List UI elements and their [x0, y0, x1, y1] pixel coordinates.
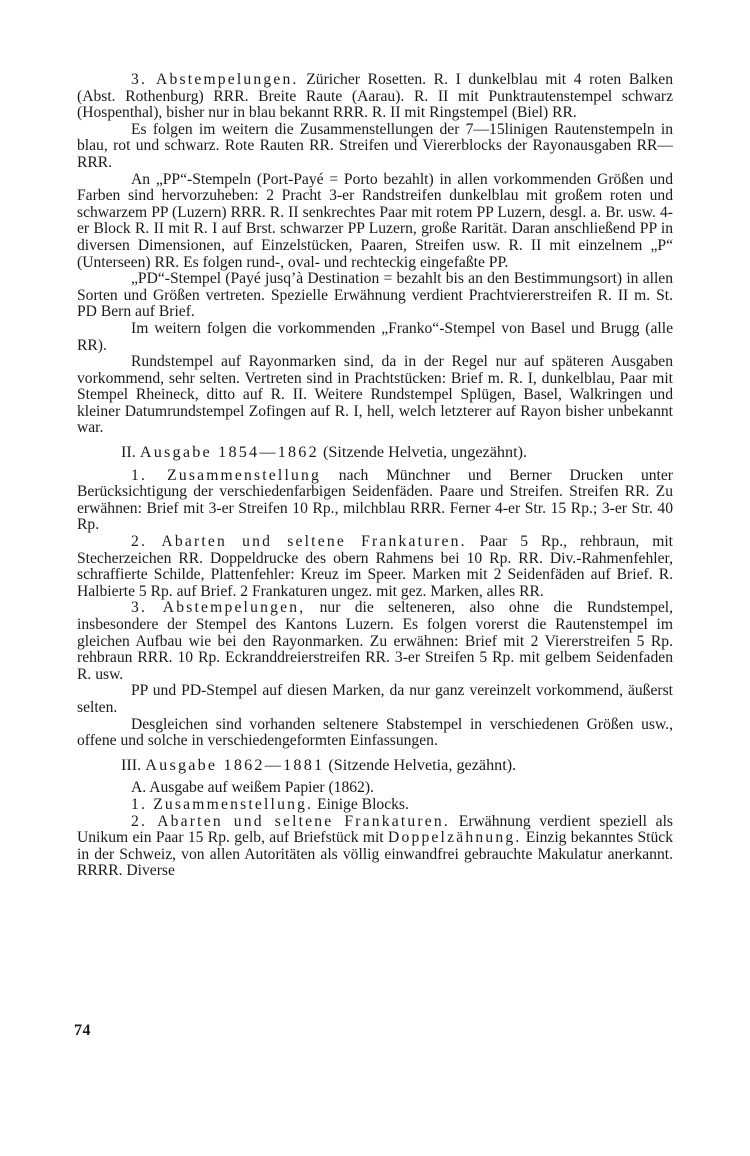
paragraph-lead: 2. Abarten und seltene Frankaturen. [131, 533, 467, 551]
paragraph-emphasis: Doppelzähnung. [387, 829, 522, 847]
paragraph-stabstempel: Desgleichen sind vorhanden seltenere Stabstempel in verschiedenen Größen usw., offene und solche in verschiedengeformten Einfassungen. [77, 715, 673, 750]
paragraph-lead: 1. Zusammenstellung. [131, 795, 314, 813]
heading-number: III. [121, 755, 142, 774]
heading-label: Ausgabe 1854—1862 [139, 443, 319, 462]
paragraph-text: Züricher Rosetten. R. I dunkelblau mit 4 roten Balken (Abst. Rothenburg) RRR. Breite Raute (Aarau). R. II mit Punktrautenstempel schwarz (Hospenthal), bisher nur in blau bekannt RRR. R. II mit Ringstempel (Biel) RR. [77, 71, 673, 122]
paragraph-abstempelungen-rayon [77, 72, 673, 122]
heading-number: II. [121, 443, 136, 462]
paragraph-abarten [77, 814, 673, 880]
section-heading-ausgabe-1854 [77, 444, 673, 461]
paragraph-lead: 1. Zusammenstellung [131, 466, 321, 484]
paragraph-lead: 3. Abstempelungen, [131, 599, 306, 617]
paragraph-text: Einzig bekanntes Stück in der Schweiz, von allen Autoritäten als völlig einwandfrei gebrauchte Makulatur anerkannt. RRRR. Diverse [77, 829, 673, 880]
paragraph-abarten [77, 534, 673, 600]
subheading-weisses-papier: A. Ausgabe auf weißem Papier (1862). [131, 779, 374, 797]
paragraph-lead: 2. Abarten und seltene Frankaturen. [131, 812, 451, 830]
paragraph-pd-stempel: „PD“-Stempel (Payé jusq’à Destination = bezahlt bis an den Bestimmungsort) in allen Sorten und Größen vertreten. Spezielle Erwähnung verdient Prachtviererstreifen R. II m. St. PD Bern auf Brief. [77, 270, 673, 321]
paragraph-lead: 3. Abstempelungen. [131, 71, 299, 88]
paragraph-rundstempel: Rundstempel auf Rayonmarken sind, da in der Regel nur auf späteren Ausgaben vorkommend, sehr selten. Vertreten sind in Prachtstücken: Brief m. R. I, dunkelblau, Paar mit Stempel Rheineck, ditto auf R. II. Weitere Rundstempel Splügen, Basel, Walkringen und kleiner Datumrundstempel Zofingen auf R. I, hell, welch letzterer auf Rayon bisher unbekannt war. [77, 353, 673, 437]
paragraph-zusammenstellung [77, 468, 673, 534]
page-body [77, 72, 673, 880]
paragraph-zusammenstellung [77, 797, 673, 814]
page-number: 74 [74, 1022, 91, 1039]
heading-subtitle: (Sitzende Helvetia, ungezähnt). [318, 443, 528, 462]
paragraph-text: Einige Blocks. [313, 795, 409, 813]
paragraph-pp-pd: PP und PD-Stempel auf diesen Marken, da nur ganz vereinzelt vorkommend, äußerst selten. [77, 682, 673, 716]
paragraph-text: nur die selteneren, also ohne die Rundstempel, insbesondere der Stempel des Kantons Luzern. Es folgen vorerst die Rautenstempel im gleichen Aufbau wie bei den Rayonmarken. Zu erwähnen: Brief mit 2 Viererstreifen 5 Rp. rehbraun RRR. 10 Rp. Eckranddreierstreifen RR. 3-er Streifen 5 Rp. mit gelbem Seidenfaden R. usw. [77, 599, 674, 683]
paragraph-rautenstempel: Es folgen im weitern die Zusammenstellungen der 7—15linigen Rautenstempeln in blau, rot und schwarz. Rote Rauten RR. Streifen und Viererblocks der Rayonausgaben RR—RRR. [77, 120, 673, 171]
section-heading-ausgabe-1862 [77, 757, 673, 774]
paragraph-text: Erwähnung verdient speziell als Unikum ein Paar 15 Rp. gelb, auf Briefstück mit [77, 812, 673, 847]
paragraph-abstempelungen [77, 600, 673, 683]
paragraph-text: nach Münchner und Berner Drucken unter Berücksichtigung der verschiedenfarbigen Seidenfäden. Paare und Streifen. Streifen RR. Zu erwähnen: Brief mit 3-er Streifen 10 Rp., milchblau RRR. Ferner 4-er Str. 15 Rp.; 3-er Str. 40 Rp. [77, 466, 673, 534]
paragraph-text: Paar 5 Rp., rehbraun, mit Stecherzeichen RR. Doppeldrucke des obern Rahmens bei 10 Rp. RR. Div.-Rahmenfehler, schraffierte Schilde, Plattenfehler: Kreuz im Speer. Marken mit 2 Seidenfäden auf Brief. R. Halbierte 5 Rp. auf Brief. 2 Frankaturen ungez. mit gez. Marken, alles RR. [77, 533, 673, 600]
paragraph-pp-stempel: An „PP“-Stempeln (Port-Payé = Porto bezahlt) in allen vorkommenden Größen und Farben sind hervorzuheben: 2 Pracht 3-er Randstreifen dunkelblau mit großem roten und schwarzem PP (Luzern) RRR. R. II senkrechtes Paar mit rotem PP Luzern, desgl. a. Br. usw. 4-er Block R. II mit R. I auf Brst. schwarzer PP Luzern, große Rarität. Daran anschließend PP in diversen Dimensionen, auf Einzelstücken, Paaren, Streifen usw. R. II mit einzelnem „P“ (Unterseen) RR. Es folgen rund-, oval- und rechteckig eingefaßte PP. [77, 170, 673, 271]
heading-subtitle: (Sitzende Helvetia, gezähnt). [324, 755, 517, 774]
heading-label: Ausgabe 1862—1881 [145, 755, 325, 774]
paragraph-franko-stempel: Im weitern folgen die vorkommenden „Franko“-Stempel von Basel und Brugg (alle RR). [77, 319, 673, 354]
